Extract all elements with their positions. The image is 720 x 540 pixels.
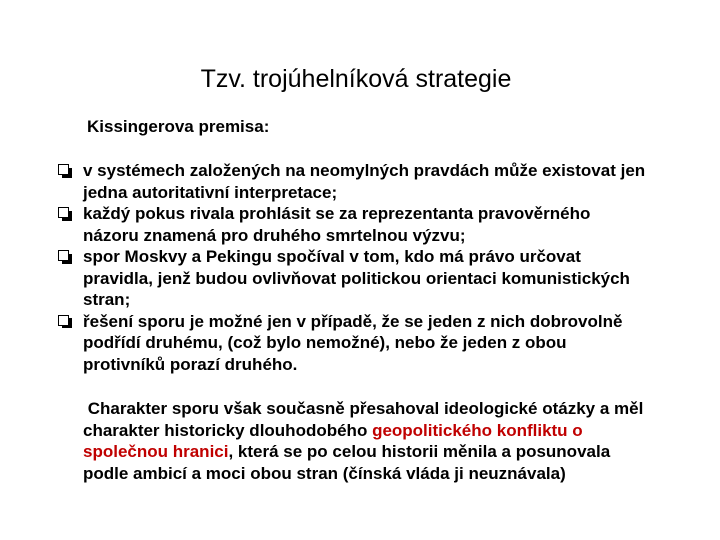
checkbox-icon	[58, 164, 69, 175]
conclusion-paragraph	[83, 398, 703, 484]
bullet-line: stran;	[83, 290, 131, 309]
bullet-line: každý pokus rivala prohlásit se za reprezentanta pravověrného	[83, 204, 591, 223]
bullet-list	[58, 160, 708, 375]
bullet-line: podřídí druhému, (což bylo nemožné), nebo že jeden z obou	[83, 333, 567, 352]
list-item	[58, 160, 708, 203]
list-item	[58, 246, 708, 311]
checkbox-icon	[58, 315, 69, 326]
conclusion-highlight: geopolitického konfliktu o	[372, 420, 583, 440]
checkbox-icon	[58, 207, 69, 218]
conclusion-text: charakter historicky dlouhodobého	[83, 420, 373, 440]
bullet-line: pravidla, jenž budou ovlivňovat politickou orientaci komunistických	[83, 268, 630, 288]
bullet-line: spor Moskvy a Pekingu spočíval v tom, kdo má právo určovat	[83, 247, 581, 266]
conclusion-highlight: společnou hranici	[83, 442, 229, 461]
bullet-line: v systémech založených na neomylných pravdách může existovat jen	[83, 161, 646, 180]
list-item	[58, 311, 708, 376]
conclusion-line: podle ambicí a moci obou stran (čínská vláda ji neuznávala)	[83, 463, 566, 483]
bullet-line: řešení sporu je možné jen v případě, že se jeden z nich dobrovolně	[83, 311, 623, 331]
checkbox-icon	[58, 250, 69, 261]
list-item	[58, 203, 708, 246]
bullet-line: názoru znamená pro druhého smrtelnou výzvu;	[83, 225, 466, 245]
bullet-line: protivníků porazí druhého.	[83, 354, 298, 374]
premise-heading: Kissingerova premisa:	[87, 117, 270, 136]
slide-title: Tzv. trojúhelníková strategie	[200, 65, 512, 93]
conclusion-line: Charakter sporu však současně přesahoval ideologické otázky a měl	[83, 399, 644, 418]
bullet-line: jedna autoritativní interpretace;	[83, 182, 338, 202]
conclusion-text: , která se po celou historii měnila a posunovala	[228, 442, 611, 461]
